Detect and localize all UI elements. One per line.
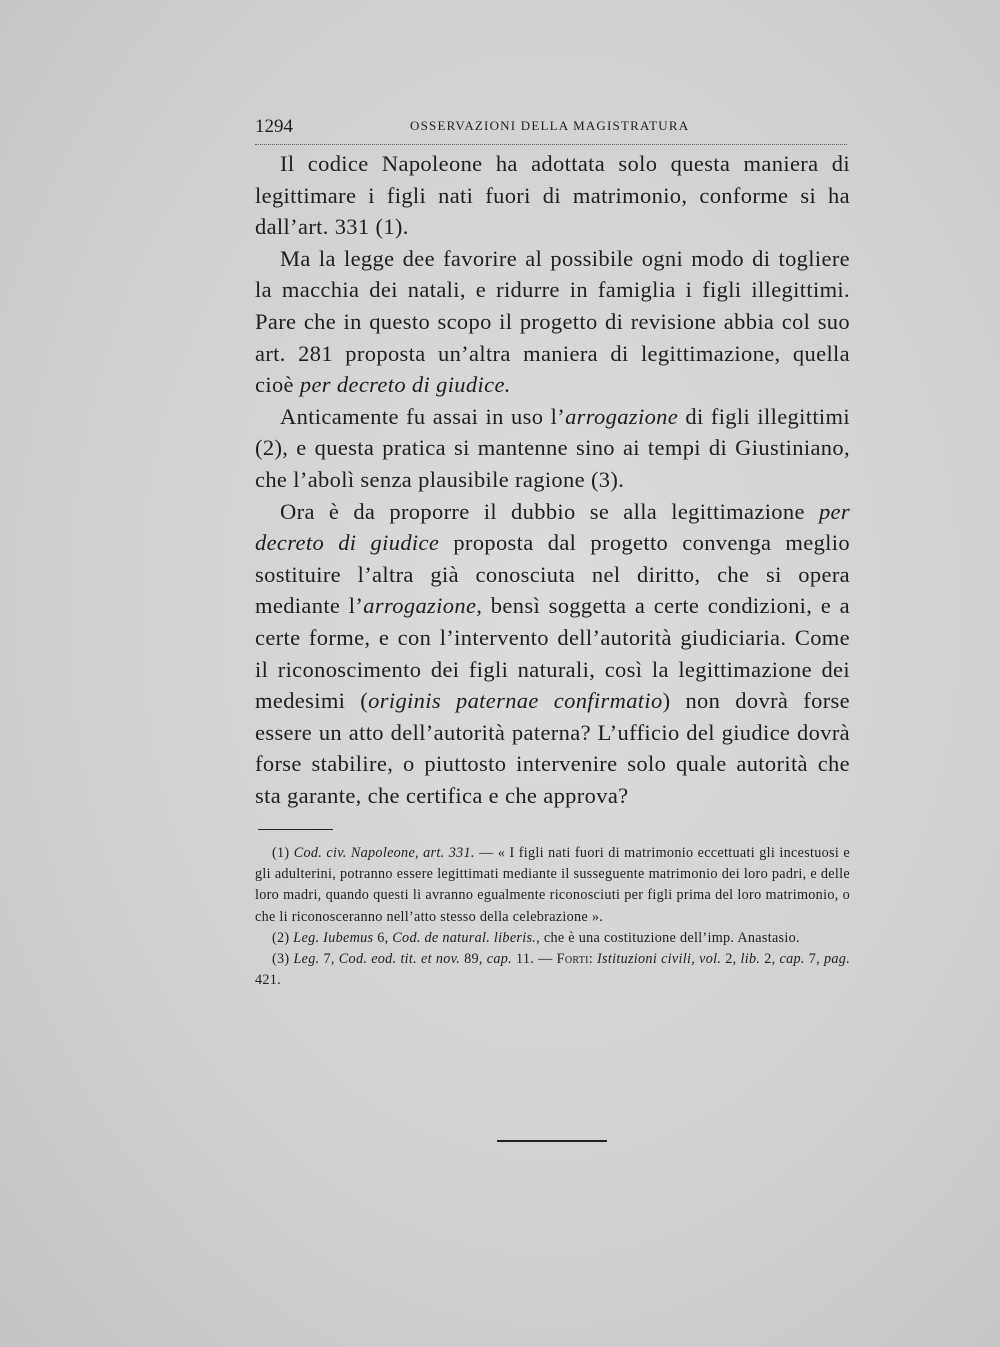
section-end-rule [497,1140,607,1142]
citation: Cod. eod. tit. et nov. [338,951,461,968]
running-title: OSSERVAZIONI DELLA MAGISTRATURA [410,118,690,133]
paragraph-text: Anticamente fu assai in uso l’ [280,403,566,429]
citation: Cod. de natural. liberis., [392,929,540,946]
citation: Cod. civ. Napoleone, art. 331. [293,845,475,861]
footnote-text: 11. — [511,951,557,968]
footnote-1 [255,843,850,928]
footnote-marker: (3) [272,951,294,968]
paragraph-text: Ora è da proporre il dubbio se alla legittimazione [280,498,819,524]
main-text [255,148,850,811]
italic-term: arrogazione, [363,593,483,619]
citation: pag. [824,951,851,968]
footnote-separator [258,829,333,830]
paragraph-4 [255,496,850,812]
footnote-text: 7, [804,951,825,968]
citation: Leg. Iubemus [293,929,374,946]
paragraph-text: Ma la legge dee favorire al possibile ogni modo di togliere la macchia dei natali, e ridurre in famiglia i figli illegittimi. Pare che in questo scopo il progetto di revisione abbia col suo art. 281 proposta un’altra maniera di legittimazione, quella cioè [255,245,850,398]
footnote-marker: (1) [272,845,294,861]
citation: lib. [740,951,761,968]
paragraph-1 [255,148,850,243]
citation: cap. [486,951,512,968]
paragraph-2 [255,243,850,401]
footnote-3 [255,949,850,991]
citation: Istituzioni civili, vol. [597,951,722,968]
paragraph-text: proposta dal progetto convenga meglio sostituire l’altra già conosciuta nel diritto, che si opera mediante l’ [255,530,850,619]
footnote-2 [255,928,850,949]
footnote-text: che è una costituzione dell’imp. Anastasio. [540,929,800,946]
footnotes [255,843,850,991]
paragraph-3 [255,401,850,496]
footnote-text: 2, [721,951,741,968]
page-number: 1294 [255,116,293,137]
footnote-text: 2, [760,951,780,968]
paragraph-text: di figli illegittimi (2), e questa pratica si mantenne sino ai tempi di Giustiniano, che l’abolì senza plausibile ragione (3). [255,403,850,492]
citation: cap. [779,951,805,968]
footnote-text: 89, [460,951,487,968]
italic-phrase: per decreto di giudice. [299,372,511,398]
italic-term: arrogazione [565,403,679,429]
footnote-text: 421. [255,972,282,989]
paragraph-text: Il codice Napoleone ha adottata solo questa maniera di legittimare i figli nati fuori di matrimonio, conforme si ha dall’art. 331 (1). [255,151,850,240]
page-header [255,114,847,145]
citation: Leg. [293,951,320,968]
footnote-marker: (2) [272,929,294,946]
paragraph-text: ) non dovrà forse essere un atto dell’autorità paterna? L’ufficio del giudice dovrà forse stabilire, o piuttosto intervenire solo quale autorità che sta garante, che certifica e che approva? [255,688,850,808]
paragraph-text: bensì soggetta a certe condizioni, e a certe forme, e con l’intervento dell’autorità giudiciaria. Come il riconoscimento dei figli naturali, così la legittimazione dei medesimi ( [255,593,851,714]
author-name: Forti [556,951,589,968]
footnote-text: 6, [373,929,393,946]
footnote-text: 7, [319,951,339,968]
italic-phrase: per decreto di giudice [255,498,850,556]
footnote-text: — « I figli nati fuori di matrimonio eccettuati gli incestuosi e gli adulterini, potranno essere legittimati mediante il susseguente matrimonio dei loro padri, e delle loro madri, quando questi li avranno egualmente riconosciuti per figli prima del loro matrimonio, o che li riconosceranno nell’atto stesso della celebrazione ». [255,845,850,925]
italic-latin-phrase: originis paternae confirmatio [368,688,663,714]
footnote-text: : [588,951,598,968]
